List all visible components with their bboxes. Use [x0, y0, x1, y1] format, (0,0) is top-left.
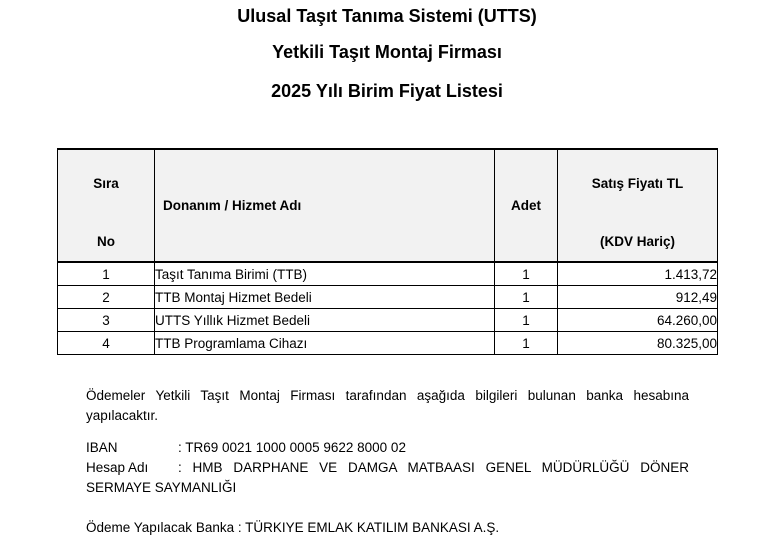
table-row [58, 309, 718, 332]
row-item-name: UTTS Yıllık Hizmet Bedeli [155, 309, 495, 332]
row-number: 2 [58, 286, 155, 309]
payment-bank: Ödeme Yapılacak Banka : TÜRKIYE EMLAK KATILIM BANKASI A.Ş. [86, 520, 500, 535]
header-sira-no [58, 149, 155, 262]
row-price: 912,49 [558, 286, 718, 309]
account-holder-row [86, 458, 689, 498]
account-holder-label: Hesap Adı [86, 460, 149, 475]
row-price: 1.413,72 [558, 262, 718, 286]
row-quantity: 1 [495, 262, 558, 286]
row-number: 1 [58, 262, 155, 286]
row-item-name: TTB Montaj Hizmet Bedeli [155, 286, 495, 309]
row-quantity: 1 [495, 332, 558, 355]
row-quantity: 1 [495, 309, 558, 332]
row-price: 64.260,00 [558, 309, 718, 332]
table-header [58, 149, 718, 262]
payment-note: Ödemeler Yetkili Taşıt Montaj Firması tarafından aşağıda bilgileri bulunan banka hesabına yapılacaktır. [86, 388, 689, 423]
table-row [58, 262, 718, 286]
iban-row [86, 438, 406, 458]
document-subtitle: Yetkili Taşıt Montaj Firması [272, 42, 502, 62]
header-sira-label: Sıra [93, 176, 119, 191]
row-quantity: 1 [495, 286, 558, 309]
row-item-name: TTB Programlama Cihazı [155, 332, 495, 355]
table-header-row [58, 149, 718, 262]
table-row [58, 332, 718, 355]
row-number: 4 [58, 332, 155, 355]
header-item-name-label: Donanım / Hizmet Adı [163, 198, 302, 213]
account-holder-value-continued: SERMAYE SAYMANLIĞI [86, 480, 237, 495]
header-price-label: Satış Fiyatı TL [591, 176, 684, 191]
header-price [558, 149, 718, 262]
iban-value: : TR69 0021 1000 0005 9622 8000 02 [178, 440, 406, 455]
header-no-label: No [97, 234, 115, 249]
table-body [58, 262, 718, 355]
row-price: 80.325,00 [558, 332, 718, 355]
row-item-name: Taşıt Tanıma Birimi (TTB) [155, 262, 495, 286]
account-holder-value: : HMB DARPHANE VE DAMGA MATBAASI GENEL MÜDÜRLÜĞÜ DÖNER [178, 460, 689, 475]
price-table [57, 148, 718, 355]
document-title: Ulusal Taşıt Tanıma Sistemi (UTTS) [237, 6, 537, 26]
header-item-name [155, 149, 495, 262]
header-quantity [495, 149, 558, 262]
header-vat-note: (KDV Hariç) [599, 234, 675, 249]
header-quantity-label: Adet [511, 198, 541, 213]
table-row [58, 286, 718, 309]
iban-label: IBAN [86, 440, 118, 455]
price-list-title: 2025 Yılı Birim Fiyat Listesi [271, 81, 503, 101]
row-number: 3 [58, 309, 155, 332]
